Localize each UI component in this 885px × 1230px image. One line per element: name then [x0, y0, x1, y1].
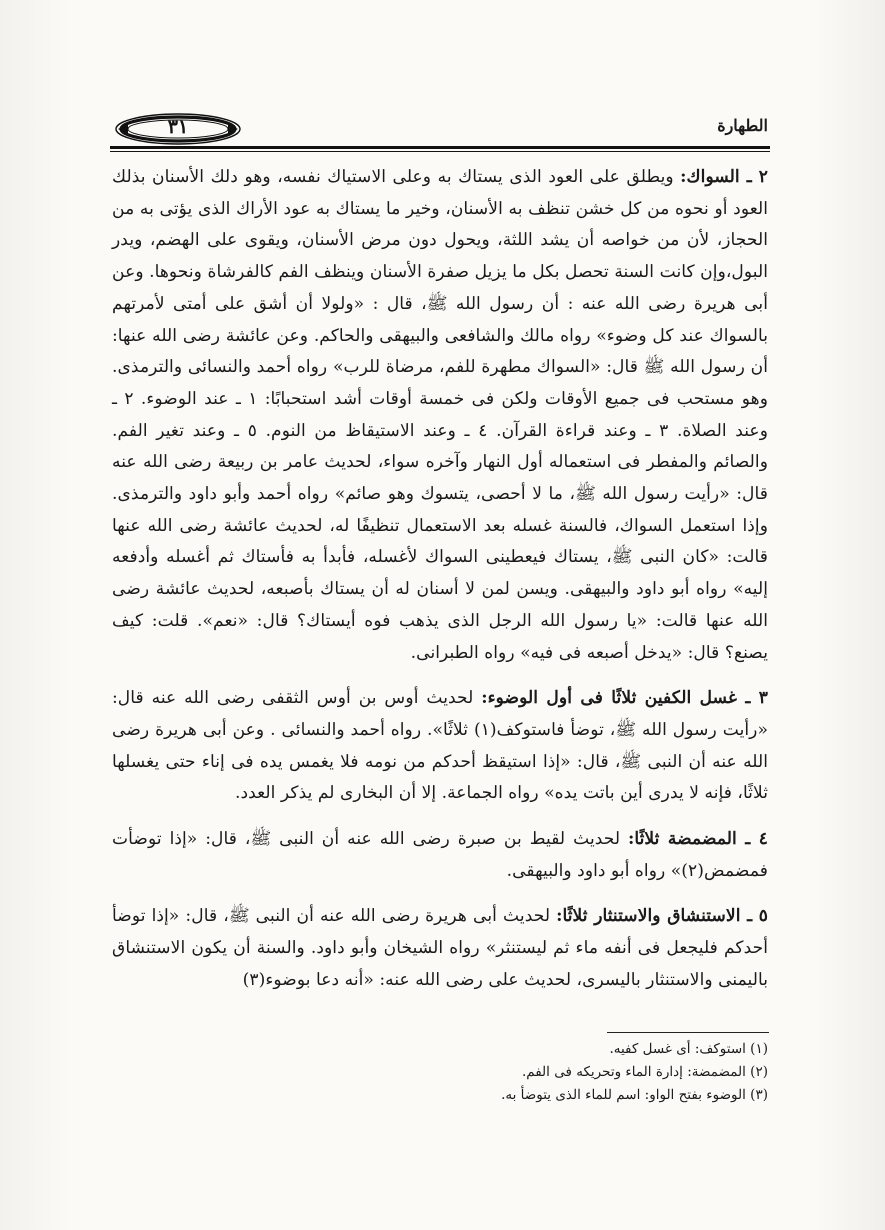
- text-hands: لحديث أوس بن أوس الثقفى رضى الله عنه قال: «رأيت رسول الله ﷺ، توضأ فاستوكف(١) ثلاثًا». رواه أحمد والنسائى . وعن أبى هريرة رضى الله عنه أن النبى ﷺ، قال: «إذا استيقظ أحدكم من نومه فلا يغمس يده فى إناء حتى يغسلها ثلاثًا، فإنه لا يدرى أين باتت يده» رواه الجماعة. إلا أن البخارى لم يذكر العدد.: [112, 688, 768, 804]
- footnotes: [112, 1038, 768, 1107]
- footnote-rule: [607, 1032, 769, 1033]
- heading-nose: ٥ ـ الاستنشاق والاستنثار ثلاثًا:: [556, 906, 768, 927]
- text-siwak: ويطلق على العود الذى يستاك به وعلى الاستياك نفسه، وهو دلك الأسنان بذلك العود أو نحوه من كل خشن تنظف به الأسنان، وخير ما يستاك به عود الأراك الذى يؤتى به من الحجاز، لأن من خواصه أن يشد اللثة، ويحول دون مرض الأسنان، ويقوى على الهضم، ويدر البول،وإن كانت السنة تحصل بكل ما يزيل صفرة الأسنان وينظف الفم كالفرشاة ونحوها. وعن أبى هريرة رضى الله عنه : أن رسول الله ﷺ، قال : «ولولا أن أشق على أمتى لأمرتهم بالسواك عند كل وضوء» رواه مالك والشافعى والبيهقى والحاكم. وعن عائشة رضى الله عنها: أن رسول الله ﷺ قال: «السواك مطهرة للفم، مرضاة للرب» رواه أحمد والنسائى والترمذى. وهو مستحب فى جميع الأوقات ولكن فى خمسة أوقات أشد استحبابًا: ١ ـ عند الوضوء. ٢ ـ وعند الصلاة. ٣ ـ وعند قراءة القرآن. ٤ ـ وعند الاستيقاظ من النوم. ٥ ـ وعند تغير الفم. والصائم والمفطر فى استعماله أول النهار وآخره سواء، لحديث عامر بن ربيعة رضى الله عنه قال: «رأيت رسول الله ﷺ، ما لا أحصى، يتسوك وهو صائم» رواه أحمد وأبو داود والترمذى. وإذا استعمل السواك، فالسنة غسله بعد الاستعمال تنظيفًا له، لحديث عائشة رضى الله عنها قالت: «كان النبى ﷺ، يستاك فيعطينى السواك لأغسله، فأبدأ به فأستاك ثم أغسله وأدفعه إليه» رواه أبو داود والبيهقى. ويسن لمن لا أسنان له أن يستاك بأصبعه، لحديث عائشة رضى الله عنها قالت: «يا رسول الله الرجل الذى يذهب فوه أيستاك؟ قال: «نعم». قلت: كيف يصنع؟ قال: «يدخل أصبعه فى فيه» رواه الطبرانى.: [112, 167, 769, 663]
- footnote-3: (٣) الوضوء بفتح الواو: اسم للماء الذى يتوضأ به.: [501, 1087, 768, 1103]
- paragraph-mouth: [112, 824, 768, 887]
- paragraph-nose: [112, 901, 768, 996]
- main-text: [112, 162, 768, 997]
- header-rule-thin: [110, 151, 770, 152]
- chapter-title: الطهارة: [717, 116, 768, 135]
- footnote-2: (٢) المضمضة: إدارة الماء وتحريكه فى الفم.: [521, 1064, 768, 1080]
- text-nose: لحديث أبى هريرة رضى الله عنه أن النبى ﷺ، قال: «إذا توضأ أحدكم فليجعل فى أنفه ماء ثم ليستنثر» رواه الشيخان وأبو داود. والسنة أن يكون الاستنشاق باليمنى والاستنثار باليسرى، لحديث على رضى الله عنه: «أنه دعا بوضوء(٣): [112, 906, 768, 990]
- page-number: ٣١: [167, 116, 189, 138]
- paragraph-siwak: [112, 162, 768, 669]
- heading-siwak: ٢ ـ السواك:: [680, 167, 768, 187]
- footnote-1: (١) استوكف: أى غسل كفيه.: [609, 1041, 768, 1057]
- paragraph-hands: [112, 683, 768, 810]
- header-rule-thick: [110, 146, 770, 149]
- text-mouth: لحديث لقيط بن صبرة رضى الله عنه أن النبى ﷺ، قال: «إذا توضأت فمضمض(٢)» رواه أبو داود والبيهقى.: [112, 829, 768, 881]
- heading-hands: ٣ ـ غسل الكفين ثلاثًا فى أول الوضوء:: [481, 688, 768, 709]
- heading-mouth: ٤ ـ المضمضة ثلاثًا:: [628, 829, 768, 850]
